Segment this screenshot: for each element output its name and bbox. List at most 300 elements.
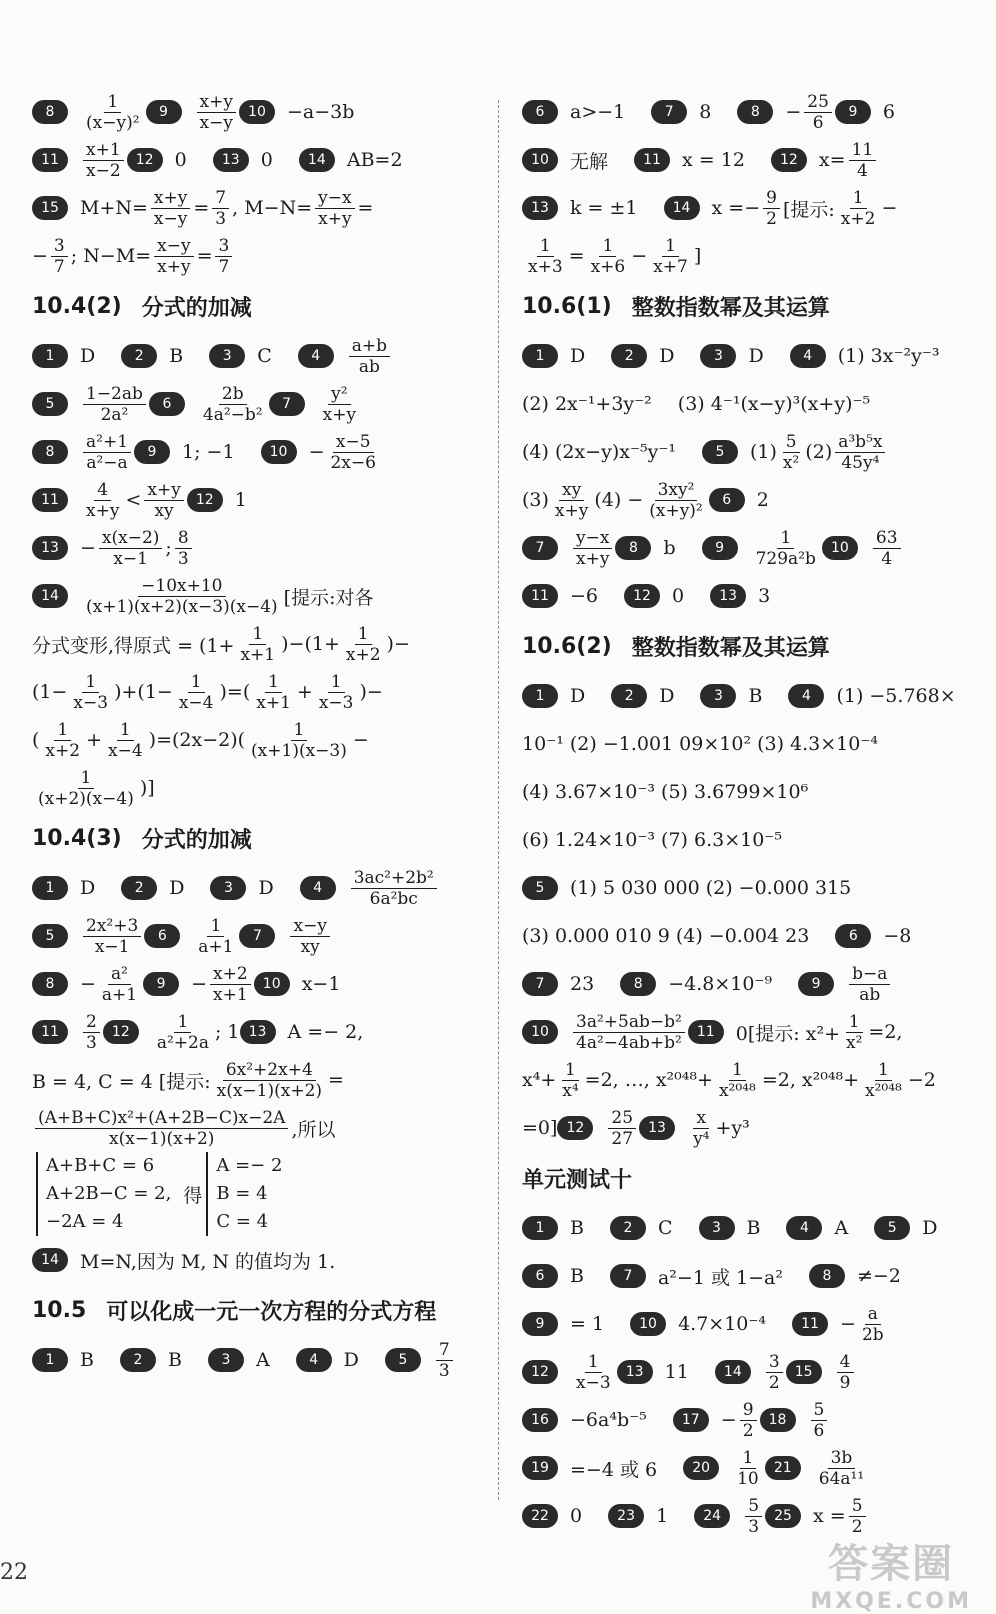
section-number: 10.5 xyxy=(32,1297,87,1323)
watermark-line1: 答案圈 xyxy=(828,1541,955,1587)
answer-text: 分式变形,得原式 = (1+ xyxy=(32,634,235,657)
question-number-badge: 13 xyxy=(240,1020,276,1044)
answer-text: 1 xyxy=(234,489,247,511)
section-title: 整数指数幂及其运算 xyxy=(631,295,830,321)
answer-text: M=N,因为 M, N 的值均为 1. xyxy=(80,1250,336,1273)
answer-text: (1− xyxy=(32,681,68,703)
fraction xyxy=(210,964,251,1005)
fraction xyxy=(349,336,390,377)
answer-text: =0] xyxy=(522,1117,558,1139)
answer-text: D xyxy=(169,877,185,899)
question-number-badge: 1 xyxy=(32,344,68,368)
question-number-badge: 6 xyxy=(149,392,185,416)
answer-text: 3 xyxy=(758,585,771,607)
question-number-badge: 10 xyxy=(254,972,290,996)
fraction-denominator: x−1 xyxy=(113,548,148,569)
fraction xyxy=(83,576,281,617)
answer-text: x = xyxy=(813,1505,846,1527)
question-number-badge: 8 xyxy=(615,536,651,560)
fraction-denominator: (x+y)² xyxy=(649,500,703,521)
column-divider xyxy=(498,100,500,1500)
answer-text: −a−3b xyxy=(286,101,355,123)
section-title: 整数指数幂及其运算 xyxy=(631,635,830,661)
answer-text: D xyxy=(659,685,675,707)
fraction-numerator: 3xy² xyxy=(655,480,698,501)
fraction-denominator: 2 xyxy=(768,1372,780,1393)
fraction xyxy=(859,1304,887,1345)
fraction xyxy=(573,1012,685,1053)
fraction-numerator: a²+1 xyxy=(83,432,131,453)
fraction-numerator: x+y xyxy=(151,188,190,209)
section-heading xyxy=(32,812,484,864)
answer-text: )−(1+ xyxy=(281,633,340,655)
fraction-numerator: 1 xyxy=(355,624,372,645)
fraction-denominator: x−y xyxy=(199,112,233,133)
equation-system xyxy=(36,1152,179,1236)
question-number-badge: 7 xyxy=(522,972,558,996)
watermark xyxy=(810,1532,972,1614)
answer-text: A =− 2, xyxy=(287,1021,364,1043)
fraction xyxy=(83,92,143,133)
fraction xyxy=(154,1012,212,1053)
fraction-denominator: 9 xyxy=(839,1372,851,1393)
fraction xyxy=(320,384,359,425)
fraction xyxy=(650,236,691,277)
answer-text: −4.8×10⁻⁹ xyxy=(668,973,773,995)
answer-text: )− xyxy=(359,681,383,703)
answer-text: A xyxy=(255,1349,270,1371)
answer-text: C xyxy=(257,345,272,367)
fraction-denominator: 2x−6 xyxy=(330,452,376,473)
fraction-numerator: 7 xyxy=(212,188,229,209)
page-number: 22 xyxy=(0,1560,28,1585)
fraction xyxy=(154,236,193,277)
fraction xyxy=(83,480,122,521)
answer-row xyxy=(32,232,484,280)
fraction xyxy=(176,672,217,713)
answer-text: =2, xyxy=(868,1021,903,1043)
fraction xyxy=(804,92,832,133)
fraction-numerator: a² xyxy=(108,964,131,985)
fraction-numerator: 1 xyxy=(875,1060,892,1081)
question-number-badge: 21 xyxy=(765,1456,801,1480)
question-number-badge: 7 xyxy=(610,1264,646,1288)
answer-row xyxy=(522,672,972,720)
fraction-denominator: (x−y)² xyxy=(86,112,140,133)
question-number-badge: 11 xyxy=(688,1020,724,1044)
fraction-denominator: xy xyxy=(154,500,174,521)
fraction xyxy=(740,1400,757,1441)
question-number-badge: 8 xyxy=(32,440,68,464)
question-number-badge: 14 xyxy=(664,196,700,220)
question-number-badge: 13 xyxy=(710,584,746,608)
answer-text: (1) −5.768× xyxy=(836,685,956,707)
fraction xyxy=(99,528,163,569)
fraction-numerator: 5 xyxy=(849,1496,866,1517)
question-number-badge: 6 xyxy=(144,924,180,948)
fraction-numerator: 8 xyxy=(175,528,192,549)
answer-text: a>−1 xyxy=(570,101,626,123)
fraction-numerator: 9 xyxy=(740,1400,757,1421)
fraction-denominator: x+7 xyxy=(653,256,688,277)
fraction-numerator: 1 xyxy=(291,720,308,741)
fraction-denominator: x² xyxy=(846,1032,863,1053)
answer-text: D xyxy=(570,345,586,367)
answer-text: D xyxy=(80,345,96,367)
fraction-numerator: 1 xyxy=(662,236,679,257)
fraction-numerator: a xyxy=(865,1304,881,1325)
answer-text: a²−1 或 1−a² xyxy=(657,1266,783,1289)
answer-text: = xyxy=(357,197,374,219)
question-number-badge: 13 xyxy=(617,1360,653,1384)
fraction-denominator: 3 xyxy=(177,548,189,569)
question-number-badge: 12 xyxy=(127,148,163,172)
fraction-numerator: y² xyxy=(328,384,350,405)
section-title: 分式的加减 xyxy=(141,827,252,853)
answer-text: 11 xyxy=(664,1361,689,1383)
answer-text: =−4 或 6 xyxy=(570,1458,658,1481)
fraction xyxy=(716,1060,759,1101)
question-number-badge: 2 xyxy=(611,344,647,368)
answer-text: − xyxy=(720,1409,737,1431)
fraction-numerator: (A+B+C)x²+(A+2B−C)x−2A xyxy=(35,1108,288,1129)
answer-row xyxy=(32,380,484,428)
answer-text: (3) 0.000 010 9 (4) −0.004 23 xyxy=(522,925,810,947)
fraction-numerator: 1 xyxy=(188,672,205,693)
answer-text: 23 xyxy=(570,973,595,995)
fraction-denominator: ab xyxy=(859,984,881,1005)
question-number-badge: 6 xyxy=(522,1264,558,1288)
answer-text: −2 xyxy=(907,1069,936,1091)
answer-text: , M−N= xyxy=(232,197,313,219)
fraction-denominator: x−2 xyxy=(86,160,121,181)
question-number-badge: 1 xyxy=(522,684,558,708)
question-number-badge: 2 xyxy=(611,684,647,708)
answer-row xyxy=(522,1300,972,1348)
answer-text: 无解 xyxy=(570,150,609,173)
fraction xyxy=(873,528,901,569)
fraction-denominator: x+2 xyxy=(840,208,876,229)
section-heading xyxy=(522,620,972,672)
answer-text: +y³ xyxy=(715,1117,750,1139)
fraction xyxy=(646,480,706,521)
fraction xyxy=(838,188,879,229)
answer-text: =2, x²⁰⁴⁸+ xyxy=(761,1069,860,1091)
question-number-badge: 8 xyxy=(32,100,68,124)
question-number-badge: 16 xyxy=(522,1408,558,1432)
answer-text: x =− xyxy=(711,197,761,219)
answer-row xyxy=(522,720,972,768)
fraction-denominator: 4a²−4ab+b² xyxy=(576,1032,682,1053)
answer-text: − xyxy=(840,1313,856,1335)
answer-text: 0[提示: x²+ xyxy=(735,1022,840,1045)
question-number-badge: 5 xyxy=(385,1348,421,1372)
question-number-badge: 9 xyxy=(702,536,738,560)
fraction xyxy=(42,720,83,761)
question-number-badge: 22 xyxy=(522,1504,558,1528)
fraction-denominator: x+2 xyxy=(345,644,381,665)
fraction-numerator: x−5 xyxy=(333,432,374,453)
answer-text: k = ±1 xyxy=(570,197,638,219)
answer-text: − xyxy=(80,973,96,995)
fraction-numerator: 3ac²+2b² xyxy=(351,868,437,889)
fraction xyxy=(766,1352,783,1393)
fraction-denominator: x²⁰⁴⁸ xyxy=(865,1080,902,1101)
answer-row xyxy=(522,912,972,960)
answer-row xyxy=(522,184,972,232)
fraction-numerator: 1 xyxy=(585,1352,602,1373)
fraction-denominator: x+y xyxy=(554,500,589,521)
fraction-numerator: 1 xyxy=(117,720,134,741)
answer-text: )] xyxy=(139,777,155,799)
answer-row xyxy=(32,1008,484,1056)
fraction-denominator: x−y xyxy=(153,208,188,229)
fraction-numerator: x+1 xyxy=(83,140,124,161)
fraction xyxy=(175,528,192,569)
answer-text: −6 xyxy=(570,585,599,607)
question-number-badge: 13 xyxy=(213,148,249,172)
answer-row xyxy=(32,1104,484,1152)
question-number-badge: 5 xyxy=(874,1216,910,1240)
answer-text: D xyxy=(748,345,764,367)
fraction-denominator: 6 xyxy=(812,112,824,133)
fraction xyxy=(837,1352,854,1393)
fraction-denominator: x² xyxy=(782,452,800,473)
question-number-badge: 9 xyxy=(835,100,871,124)
fraction-numerator: b−a xyxy=(849,964,890,985)
answer-text: = xyxy=(196,245,213,267)
question-number-badge: 10 xyxy=(630,1312,666,1336)
fraction xyxy=(70,672,111,713)
fraction xyxy=(83,1012,100,1053)
fraction-denominator: x(x−1)(x+2) xyxy=(216,1080,323,1101)
question-number-badge: 11 xyxy=(792,1312,828,1336)
question-number-badge: 10 xyxy=(822,536,858,560)
answer-text: 4.7×10⁻⁴ xyxy=(678,1313,767,1335)
fraction-numerator: 1 xyxy=(328,672,345,693)
fraction-numerator: 6x²+2x+4 xyxy=(223,1060,316,1081)
answer-text: 得 xyxy=(183,1184,203,1207)
fraction-denominator: x²⁰⁴⁸ xyxy=(718,1080,756,1101)
system-line: A =− 2 xyxy=(216,1155,283,1176)
fraction-numerator: 1 xyxy=(265,672,282,693)
question-number-badge: 12 xyxy=(187,488,223,512)
answer-text: D xyxy=(258,877,274,899)
fraction xyxy=(552,480,591,521)
fraction xyxy=(608,1108,636,1149)
fraction xyxy=(843,1012,865,1053)
answer-text: A xyxy=(834,1217,849,1239)
fraction-numerator: 3 xyxy=(51,236,68,257)
answer-text: B xyxy=(570,1217,584,1239)
fraction-numerator: 25 xyxy=(804,92,832,113)
question-number-badge: 13 xyxy=(639,1116,675,1140)
fraction-numerator: 5 xyxy=(811,1400,828,1421)
question-number-badge: 23 xyxy=(608,1504,644,1528)
answer-text: (1) 3x⁻²y⁻³ xyxy=(837,345,940,367)
fraction-denominator: 7 xyxy=(53,256,65,277)
fraction-denominator: x+y xyxy=(86,500,120,521)
answer-row xyxy=(32,524,484,572)
answer-row xyxy=(32,864,484,912)
question-number-badge: 10 xyxy=(239,100,275,124)
fraction-numerator: 1 xyxy=(777,528,794,549)
fraction-denominator: 4a²−b² xyxy=(202,404,263,425)
fraction-numerator: 2b xyxy=(219,384,247,405)
fraction xyxy=(573,528,612,569)
fraction-numerator: 2 xyxy=(83,1012,100,1033)
fraction-numerator: x+y xyxy=(197,92,236,113)
answer-text: D xyxy=(80,877,96,899)
answer-row xyxy=(522,1104,972,1152)
fraction xyxy=(849,140,877,181)
answer-text: )− xyxy=(386,633,410,655)
fraction xyxy=(862,1060,905,1101)
fraction xyxy=(811,1400,828,1441)
question-number-badge: 6 xyxy=(522,100,558,124)
fraction-numerator: 1 xyxy=(174,1012,191,1033)
fraction-numerator: x−y xyxy=(290,916,329,937)
question-number-badge: 2 xyxy=(121,344,157,368)
fraction-numerator: 3a²+5ab−b² xyxy=(573,1012,685,1033)
fraction xyxy=(745,1496,762,1537)
fraction-denominator: 2a² xyxy=(100,404,129,425)
answer-text: )=( xyxy=(219,681,251,703)
fraction-numerator: 3 xyxy=(215,236,232,257)
fraction xyxy=(763,188,780,229)
answer-text: [提示:对各 xyxy=(283,586,374,609)
fraction xyxy=(237,624,278,665)
section-number: 10.6(1) xyxy=(522,293,612,319)
fraction-numerator: 9 xyxy=(763,188,780,209)
question-number-badge: 8 xyxy=(737,100,773,124)
question-number-badge: 11 xyxy=(634,148,670,172)
answer-row xyxy=(522,960,972,1008)
fraction xyxy=(753,528,819,569)
answer-text: B xyxy=(748,685,763,707)
fraction-denominator: 27 xyxy=(611,1128,634,1149)
question-number-badge: 4 xyxy=(786,1216,822,1240)
fraction xyxy=(315,188,354,229)
fraction xyxy=(525,236,566,277)
answer-text: AB=2 xyxy=(346,149,403,171)
answer-text: 0 xyxy=(174,149,187,171)
answer-text: −6a⁴b⁻⁵ xyxy=(570,1409,647,1431)
answer-row xyxy=(522,88,972,136)
fraction-denominator: x−3 xyxy=(73,692,109,713)
answer-text: x= xyxy=(818,149,846,171)
fraction-denominator: x+y xyxy=(318,208,352,229)
answer-text: D xyxy=(343,1349,359,1371)
fraction-denominator: 3 xyxy=(438,1360,450,1381)
fraction xyxy=(105,720,146,761)
answer-text: )=(2x−2)( xyxy=(148,729,246,751)
answer-text: B xyxy=(169,345,184,367)
fraction xyxy=(351,868,437,909)
answer-text: 6 xyxy=(882,101,896,123)
fraction xyxy=(780,432,802,473)
watermark-line2: MXQE.COM xyxy=(810,1589,972,1614)
question-number-badge: 4 xyxy=(788,684,824,708)
answer-row xyxy=(32,88,484,136)
fraction xyxy=(248,720,350,761)
answer-text: D xyxy=(659,345,675,367)
answer-text: D xyxy=(922,1217,938,1239)
fraction-denominator: 7 xyxy=(218,256,230,277)
question-number-badge: 14 xyxy=(32,584,68,608)
left-column xyxy=(32,88,484,1384)
answer-text: B = 4, C = 4 [提示: xyxy=(32,1070,211,1093)
question-number-badge: 5 xyxy=(702,440,738,464)
answer-text: < xyxy=(125,489,142,511)
fraction-numerator: 1 xyxy=(729,1060,746,1081)
answer-row xyxy=(522,864,972,912)
answer-row xyxy=(522,524,972,572)
fraction-numerator: a+b xyxy=(349,336,390,357)
fraction-numerator: 4 xyxy=(837,1352,854,1373)
question-number-badge: 2 xyxy=(610,1216,646,1240)
answer-row xyxy=(32,1152,484,1236)
fraction-denominator: 729a²b xyxy=(755,548,816,569)
fraction-numerator: 5 xyxy=(783,432,800,453)
answer-text: (1) xyxy=(749,441,777,463)
question-number-badge: 10 xyxy=(261,440,297,464)
answer-text: (3) 4⁻¹(x−y)³(x+y)⁻⁵ xyxy=(677,393,871,415)
question-number-badge: 19 xyxy=(522,1456,558,1480)
answer-text: + xyxy=(296,681,313,703)
question-number-badge: 2 xyxy=(121,876,157,900)
fraction xyxy=(559,1060,581,1101)
answer-row xyxy=(32,572,484,620)
fraction-denominator: 3 xyxy=(748,1516,760,1537)
answer-text: M+N= xyxy=(80,197,148,219)
answer-row xyxy=(522,476,972,524)
fraction-denominator: a+1 xyxy=(198,936,234,957)
answer-text: ( xyxy=(32,729,40,751)
answer-text: x = 12 xyxy=(682,149,745,171)
question-number-badge: 7 xyxy=(239,924,275,948)
fraction-denominator: 10 xyxy=(737,1468,759,1489)
question-number-badge: 2 xyxy=(120,1348,156,1372)
answer-text: 8 xyxy=(699,101,712,123)
question-number-badge: 1 xyxy=(32,1348,68,1372)
fraction xyxy=(214,1060,325,1101)
fraction-numerator: x xyxy=(693,1108,709,1129)
answer-row xyxy=(522,1396,972,1444)
fraction-numerator: a³b⁵x xyxy=(835,432,885,453)
answer-text: + xyxy=(86,729,102,751)
section-heading xyxy=(32,1284,484,1336)
question-number-badge: 11 xyxy=(32,1020,68,1044)
fraction-denominator: 4 xyxy=(856,160,868,181)
question-number-badge: 1 xyxy=(32,876,68,900)
fraction-numerator: 11 xyxy=(849,140,877,161)
answer-text: − xyxy=(631,245,648,267)
fraction-numerator: 25 xyxy=(608,1108,636,1129)
fraction-numerator: 1 xyxy=(54,720,71,741)
fraction xyxy=(849,964,890,1005)
question-number-badge: 4 xyxy=(298,344,334,368)
question-number-badge: 24 xyxy=(694,1504,730,1528)
answer-row xyxy=(32,668,484,716)
question-number-badge: 9 xyxy=(146,100,182,124)
fraction-numerator: xy xyxy=(559,480,584,501)
question-number-badge: 3 xyxy=(699,1216,735,1240)
fraction xyxy=(343,624,384,665)
fraction xyxy=(212,188,229,229)
fraction-denominator: 64a¹¹ xyxy=(818,1468,865,1489)
fraction-denominator: 3 xyxy=(86,1032,97,1053)
